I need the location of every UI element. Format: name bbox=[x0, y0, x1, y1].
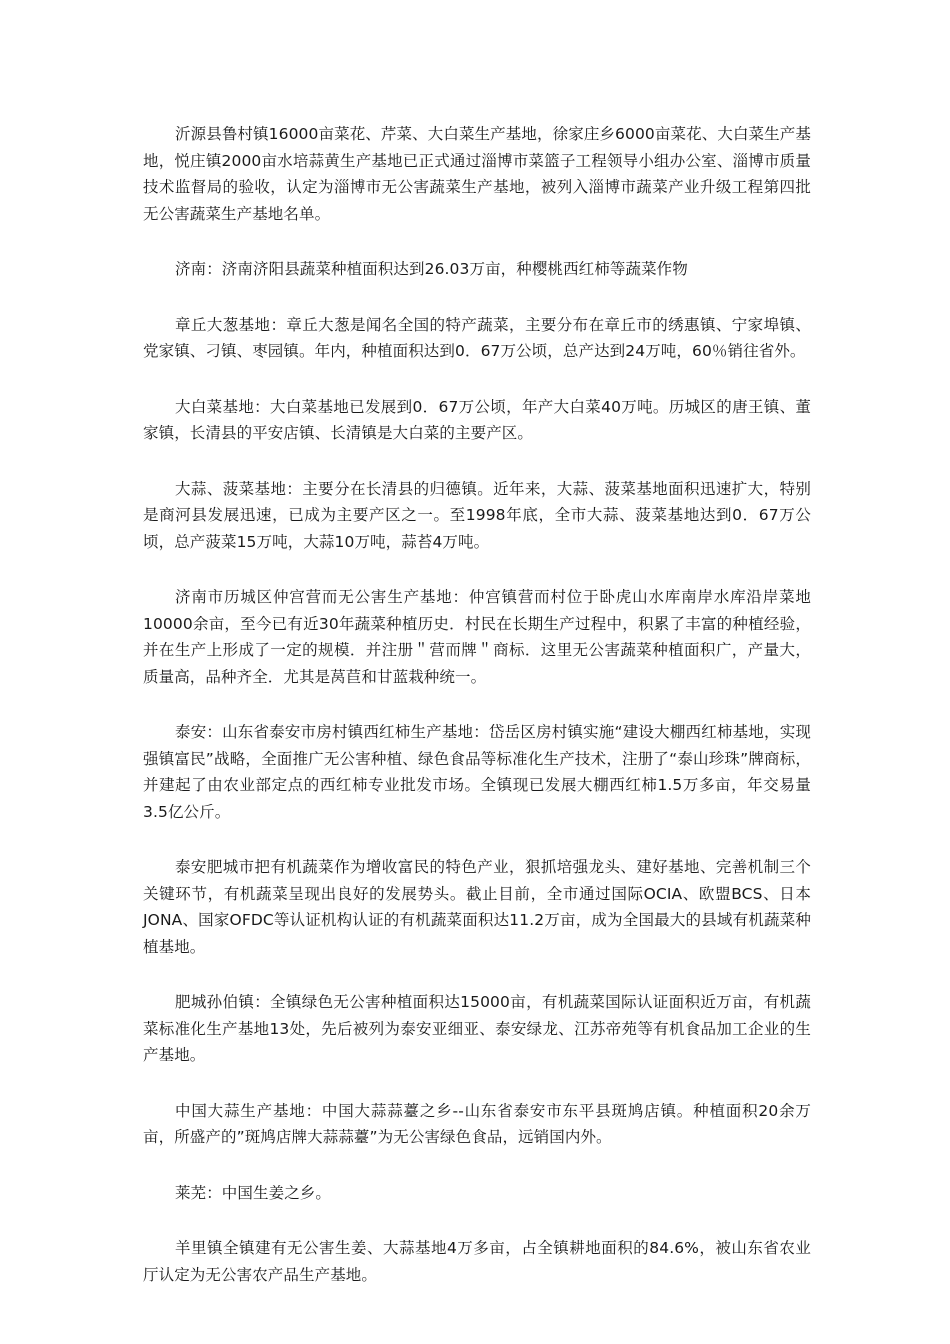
paragraph-yiyuan-bases: 沂源县鲁村镇16000亩菜花、芹菜、大白菜生产基地，徐家庄乡6000亩菜花、大白菜生产基地，悦庄镇2000亩水培蒜黄生产基地已正式通过淄博市菜篮子工程领导小组办公室、淄博市质量技术监督局的验收，认定为淄博市无公害蔬菜生产基地，被列入淄博市蔬菜产业升级工程第四批无公害蔬菜生产基地名单。 bbox=[143, 125, 811, 223]
paragraph-jinan-jiyang: 济南：济南济阳县蔬菜种植面积达到26.03万亩，种樱桃西红柿等蔬菜作物 bbox=[175, 260, 688, 278]
paragraph-garlic-spinach: 大蒜、菠菜基地：主要分在长清县的归德镇。近年来，大蒜、菠菜基地面积迅速扩大，特别是商河县发展迅速，已成为主要产区之一。至1998年底，全市大蒜、菠菜基地达到0．67万公顷，总产菠菜15万吨，大蒜10万吨，蒜苔4万吨。 bbox=[143, 479, 811, 551]
paragraph-laiwu-ginger: 莱芜：中国生姜之乡。 bbox=[175, 1183, 332, 1202]
paragraph-feicheng-sunbo: 肥城孙伯镇：全镇绿色无公害种植面积达15000亩，有机蔬菜国际认证面积近万亩，有机蔬菜标准化生产基地13处，先后被列为泰安亚细亚、泰安绿龙、江苏帝苑等有机食品加工企业的生产基地。 bbox=[143, 993, 811, 1064]
paragraph-licheng-zhonggong: 济南市历城区仲宫营而无公害生产基地：仲宫镇营而村位于卧虎山水库南岸水库沿岸菜地10000余亩，至今已有近30年蔬菜种植历史．村民在长期生产过程中，积累了丰富的种植经验，并在生产上形成了一定的规模．并注册＂营而牌＂商标．这里无公害蔬菜种植面积广，产量大，质量高，品种齐全．尤其是莴苣和甘蓝栽种统一。 bbox=[143, 588, 811, 686]
paragraph-cabbage-base: 大白菜基地：大白菜基地已发展到0．67万公顷，年产大白菜40万吨。历城区的唐王镇、董家镇，长清县的平安店镇、长清镇是大白菜的主要产区。 bbox=[143, 397, 811, 442]
paragraph-taian-tomato: 泰安：山东省泰安市房村镇西红柿生产基地：岱岳区房村镇实施“建设大棚西红柿基地，实现强镇富民”战略，全面推广无公害种植、绿色食品等标准化生产技术，注册了“泰山珍珠”牌商标，并建起了由农业部定点的西红柿专业批发市场。全镇现已发展大棚西红柿1.5万多亩，年交易量3.5亿公斤。 bbox=[143, 723, 811, 821]
paragraph-yangli-town: 羊里镇全镇建有无公害生姜、大蒜基地4万多亩，占全镇耕地面积的84.6%，被山东省农业厅认定为无公害农产品生产基地。 bbox=[143, 1239, 811, 1284]
paragraph-zhangqiu-scallion: 章丘大葱基地：章丘大葱是闻名全国的特产蔬菜，主要分布在章丘市的绣惠镇、宁家埠镇、党家镇、刁镇、枣园镇。年内，种植面积达到0．67万公顷，总产达到24万吨，60％销往省外。 bbox=[143, 315, 811, 360]
paragraph-feicheng-organic: 泰安肥城市把有机蔬菜作为增收富民的特色产业，狠抓培强龙头、建好基地、完善机制三个关键环节，有机蔬菜呈现出良好的发展势头。截止目前，全市通过国际OCIA、欧盟BCS、日本JONA、国家OFDC等认证机构认证的有机蔬菜面积达11.2万亩，成为全国最大的县域有机蔬菜种植基地。 bbox=[143, 858, 811, 956]
paragraph-garlic-production: 中国大蒜生产基地：中国大蒜蒜薹之乡--山东省泰安市东平县斑鸠店镇。种植面积20余万亩，所盛产的”斑鸠店牌大蒜蒜薹”为无公害绿色食品，远销国内外。 bbox=[143, 1101, 811, 1146]
document-body bbox=[143, 121, 811, 1317]
